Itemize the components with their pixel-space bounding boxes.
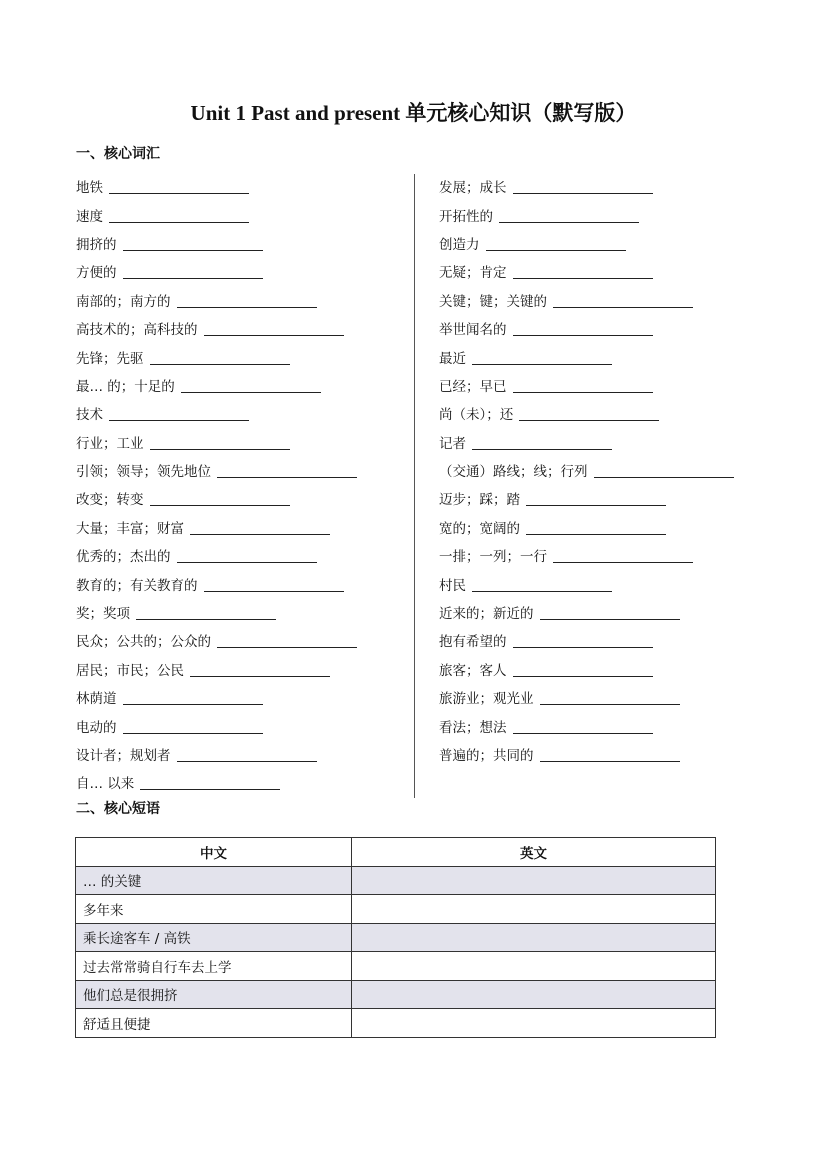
- answer-blank[interactable]: [217, 632, 357, 648]
- vocab-item: [439, 484, 769, 512]
- vocab-item: [439, 342, 769, 370]
- vocab-term: 旅游业；观光业: [439, 691, 534, 708]
- vocab-item: [439, 399, 769, 427]
- answer-blank[interactable]: [140, 774, 280, 790]
- vocab-item: [76, 286, 406, 314]
- vocab-term: 设计者；规划者: [76, 748, 171, 764]
- vocab-term: 关键；键；关键的: [439, 293, 547, 310]
- answer-blank[interactable]: [109, 207, 249, 223]
- vocab-item: [439, 541, 769, 569]
- answer-blank[interactable]: [513, 377, 653, 393]
- vocab-item: [76, 229, 406, 257]
- answer-blank[interactable]: [123, 689, 263, 705]
- table-row: [76, 895, 716, 924]
- vocab-term: 改变；转变: [76, 492, 144, 509]
- answer-blank[interactable]: [553, 547, 693, 563]
- vocab-item: [76, 428, 406, 456]
- answer-blank[interactable]: [513, 178, 653, 194]
- vocab-item: [76, 257, 406, 285]
- vocab-term: 近来的；新近的: [439, 606, 534, 623]
- vocab-item: [439, 229, 769, 257]
- vocab-term: 自… 以来: [76, 776, 135, 793]
- answer-blank[interactable]: [204, 320, 344, 336]
- vocab-item: [439, 286, 769, 314]
- answer-blank[interactable]: [123, 718, 263, 734]
- answer-blank[interactable]: [540, 746, 680, 762]
- vocab-term: 无疑；肯定: [439, 265, 507, 282]
- vocab-item: [439, 626, 769, 654]
- vocab-term: 行业；工业: [76, 435, 144, 452]
- vocab-item: [76, 200, 406, 228]
- column-header-english: 英文: [352, 838, 716, 867]
- answer-blank[interactable]: [177, 292, 317, 308]
- phrase-chinese-cell: 过去常常骑自行车去上学: [76, 952, 352, 981]
- page-title: Unit 1 Past and present 单元核心知识（默写版）: [190, 101, 637, 125]
- vocab-item: [76, 768, 406, 796]
- vocab-column-left: [76, 172, 406, 797]
- vocab-item: [439, 456, 769, 484]
- vocab-item: [76, 740, 406, 768]
- vocab-item: [439, 428, 769, 456]
- answer-blank[interactable]: [177, 746, 317, 762]
- vocab-term: 电动的: [76, 719, 117, 736]
- vocab-item: [439, 569, 769, 597]
- vocab-term: 抱有希望的: [439, 634, 507, 651]
- section-heading-phrases: 二、核心短语: [76, 801, 160, 817]
- vocab-term: 一排；一列；一行: [439, 549, 547, 566]
- vocab-term: 宽的；宽阔的: [439, 520, 520, 537]
- answer-blank[interactable]: [177, 547, 317, 563]
- answer-blank[interactable]: [513, 718, 653, 734]
- vocab-item: [76, 456, 406, 484]
- answer-blank[interactable]: [109, 405, 249, 421]
- vocab-term: 迈步；踩；踏: [439, 492, 520, 509]
- vocab-term: 奖；奖项: [76, 606, 130, 623]
- vocab-term: 看法；想法: [439, 719, 507, 736]
- vocab-term: 民众；公共的；公众的: [76, 634, 211, 651]
- phrase-chinese-cell: 舒适且便捷: [76, 1009, 352, 1038]
- table-row: [76, 923, 716, 952]
- vocab-item: [439, 257, 769, 285]
- vocab-term: 高技术的；高科技的: [76, 322, 198, 339]
- phrase-chinese-cell: 他们总是很拥挤: [76, 980, 352, 1009]
- vocab-item: [76, 541, 406, 569]
- column-divider: [414, 174, 415, 798]
- vocab-item: [76, 314, 406, 342]
- answer-blank[interactable]: [204, 576, 344, 592]
- vocab-term: 居民；市民；公民: [76, 662, 184, 679]
- vocab-term: 林荫道: [76, 691, 117, 708]
- vocab-item: [76, 513, 406, 541]
- answer-blank[interactable]: [499, 207, 639, 223]
- vocab-term: 记者: [439, 435, 466, 452]
- vocab-term: （交通）路线；线；行列: [439, 464, 588, 481]
- vocab-term: 旅客；客人: [439, 662, 507, 679]
- answer-blank[interactable]: [181, 377, 321, 393]
- answer-blank[interactable]: [526, 519, 666, 535]
- vocab-item: [439, 683, 769, 711]
- vocab-term: 引领；领导；领先地位: [76, 464, 211, 481]
- phrase-english-answer-cell[interactable]: [352, 952, 716, 981]
- answer-blank[interactable]: [217, 462, 357, 478]
- vocab-term: 最近: [439, 350, 466, 367]
- answer-blank[interactable]: [150, 434, 290, 450]
- vocab-item: [439, 655, 769, 683]
- vocab-item: [76, 342, 406, 370]
- vocab-column-right: [439, 172, 769, 768]
- vocab-item: [439, 371, 769, 399]
- vocab-term: 普遍的；共同的: [439, 748, 534, 764]
- vocab-term: 拥挤的: [76, 236, 117, 253]
- answer-blank[interactable]: [190, 661, 330, 677]
- vocab-term: 先锋；先驱: [76, 350, 144, 367]
- vocab-term: 南部的；南方的: [76, 293, 171, 310]
- answer-blank[interactable]: [540, 689, 680, 705]
- answer-blank[interactable]: [472, 349, 612, 365]
- answer-blank[interactable]: [594, 462, 734, 478]
- answer-blank[interactable]: [553, 292, 693, 308]
- answer-blank[interactable]: [519, 405, 659, 421]
- vocab-item: [76, 598, 406, 626]
- vocab-term: 开拓性的: [439, 208, 493, 225]
- vocab-term: 优秀的；杰出的: [76, 549, 171, 566]
- answer-blank[interactable]: [472, 576, 612, 592]
- answer-blank[interactable]: [486, 235, 626, 251]
- answer-blank[interactable]: [123, 235, 263, 251]
- phrase-chinese-cell: … 的关键: [76, 866, 352, 895]
- vocab-item: [439, 314, 769, 342]
- answer-blank[interactable]: [109, 178, 249, 194]
- answer-blank[interactable]: [150, 490, 290, 506]
- vocab-item: [76, 711, 406, 739]
- phrase-english-answer-cell[interactable]: [352, 895, 716, 924]
- answer-blank[interactable]: [123, 263, 263, 279]
- table-row: [76, 1009, 716, 1038]
- vocab-term: 技术: [76, 407, 103, 424]
- vocab-term: 创造力: [439, 236, 480, 253]
- phrase-chinese-cell: 多年来: [76, 895, 352, 924]
- section-heading-vocab: 一、核心词汇: [76, 146, 160, 162]
- table-row: [76, 866, 716, 895]
- answer-blank[interactable]: [540, 604, 680, 620]
- phrase-table: [75, 837, 716, 1038]
- answer-blank[interactable]: [472, 434, 612, 450]
- vocab-term: 村民: [439, 577, 466, 594]
- vocab-item: [76, 569, 406, 597]
- vocab-item: [439, 598, 769, 626]
- vocab-item: [439, 740, 769, 768]
- vocab-item: [76, 399, 406, 427]
- vocab-item: [76, 683, 406, 711]
- vocab-item: [76, 626, 406, 654]
- vocab-term: 已经；早已: [439, 378, 507, 395]
- answer-blank[interactable]: [513, 661, 653, 677]
- answer-blank[interactable]: [526, 490, 666, 506]
- vocab-item: [439, 200, 769, 228]
- vocab-item: [439, 513, 769, 541]
- column-header-chinese: 中文: [76, 838, 352, 867]
- answer-blank[interactable]: [136, 604, 276, 620]
- phrase-english-answer-cell[interactable]: [352, 866, 716, 895]
- answer-blank[interactable]: [513, 320, 653, 336]
- vocab-term: 尚（未）；还: [439, 407, 514, 424]
- vocab-term: 方便的: [76, 265, 117, 282]
- phrase-english-answer-cell[interactable]: [352, 980, 716, 1009]
- vocab-term: 教育的；有关教育的: [76, 577, 198, 594]
- vocab-term: 地铁: [76, 180, 103, 197]
- vocab-item: [76, 371, 406, 399]
- answer-blank[interactable]: [190, 519, 330, 535]
- phrase-chinese-cell: 乘长途客车 / 高铁: [76, 923, 352, 952]
- answer-blank[interactable]: [513, 632, 653, 648]
- answer-blank[interactable]: [150, 349, 290, 365]
- vocab-term: 发展；成长: [439, 180, 507, 197]
- table-header-row: [76, 838, 716, 867]
- phrase-english-answer-cell[interactable]: [352, 1009, 716, 1038]
- vocab-term: 最… 的；十足的: [76, 378, 175, 395]
- table-row: [76, 952, 716, 981]
- vocab-term: 举世闻名的: [439, 322, 507, 339]
- vocab-term: 大量；丰富；财富: [76, 520, 184, 537]
- table-row: [76, 980, 716, 1009]
- vocab-item: [76, 172, 406, 200]
- vocab-item: [76, 484, 406, 512]
- phrase-english-answer-cell[interactable]: [352, 923, 716, 952]
- answer-blank[interactable]: [513, 263, 653, 279]
- vocab-item: [76, 655, 406, 683]
- vocab-item: [439, 711, 769, 739]
- vocab-term: 速度: [76, 208, 103, 225]
- vocab-item: [439, 172, 769, 200]
